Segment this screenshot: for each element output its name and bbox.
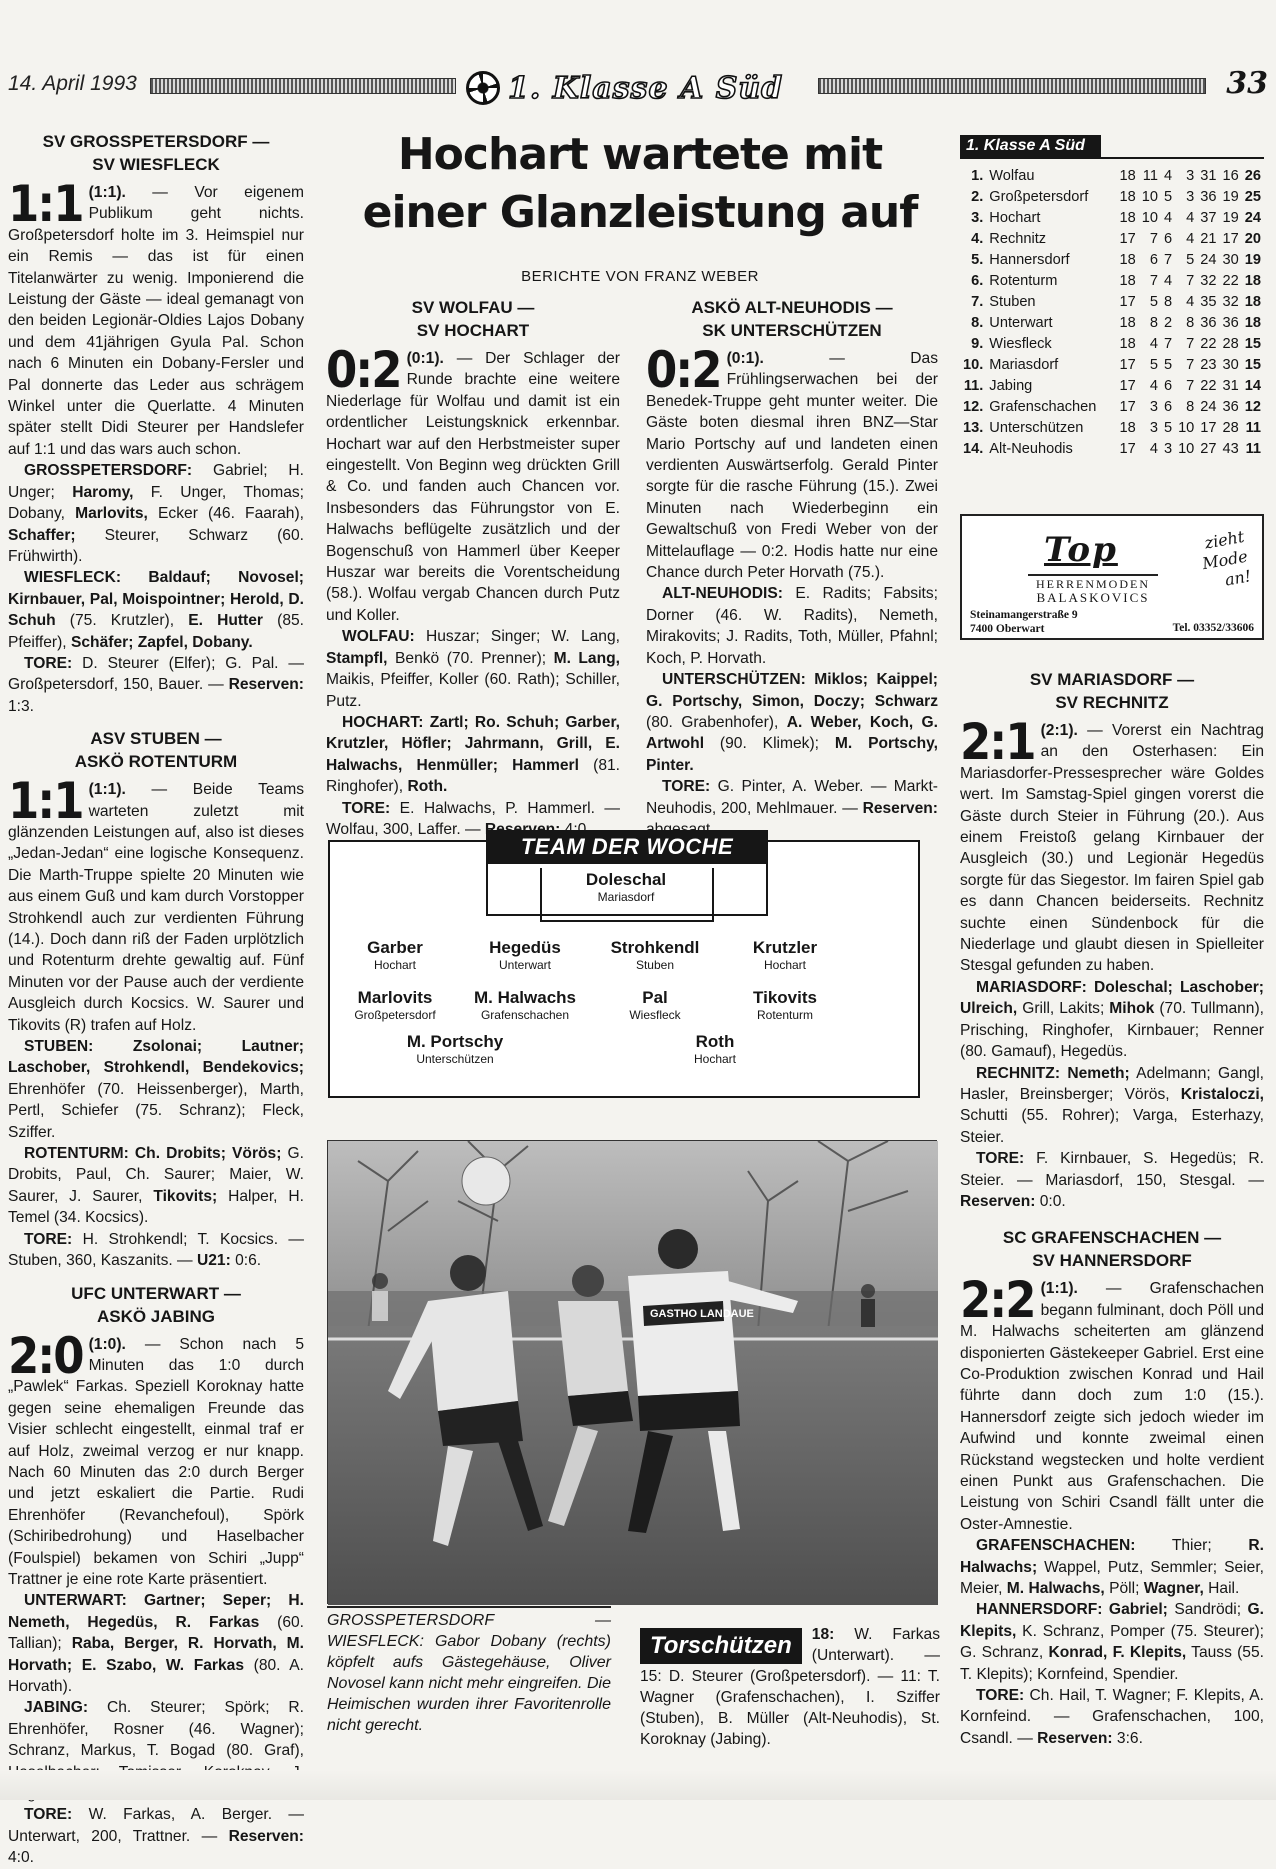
player-name: Krutzler (752, 938, 818, 957)
standings-points: 18 (1244, 272, 1261, 289)
player-club: Hochart (373, 958, 417, 972)
standings-team: Hannersdorf (989, 251, 1070, 268)
league-table (960, 135, 1264, 459)
player-name: Roth (695, 1032, 735, 1051)
match-title: UFC UNTERWART — ASKÖ JABING (71, 1283, 241, 1326)
standings-played: 18 (1119, 188, 1136, 205)
standings-drawn: 6 (1163, 398, 1173, 415)
team-of-week-player (370, 1032, 540, 1067)
ad-line-1: HERRENMODEN (1028, 574, 1158, 592)
football-photo-illustration (328, 1141, 938, 1605)
standings-won: 4 (1149, 377, 1158, 394)
standings-team: Grafenschachen (989, 398, 1097, 415)
standings-points: 11 (1245, 440, 1261, 457)
standings-row (960, 207, 1264, 228)
standings-position: 14. (963, 440, 984, 457)
standings-position: 7. (971, 293, 984, 310)
column-4 (960, 668, 1264, 1749)
player-club: Rotenturm (756, 1008, 814, 1022)
standings-goals-for: 32 (1200, 272, 1217, 289)
standings-won: 4 (1149, 335, 1158, 352)
column-3 (646, 296, 938, 840)
top-scorers-list: W. Farkas (Unterwart). — 15: D. Steurer (Großpetersdorf). — 11: T. Wagner (Grafenschachen), I. Sziffer (Stuben), B. Müller (Alt-Neuhodis), St. Koroknay (Jabing). (640, 1626, 940, 1748)
standings-played: 17 (1119, 440, 1136, 457)
standings-row (960, 417, 1264, 438)
standings-points: 25 (1244, 188, 1261, 205)
standings-played: 18 (1119, 419, 1136, 436)
football-icon (466, 71, 500, 105)
standings-played: 17 (1119, 377, 1136, 394)
match-title: SV MARIASDORF — SV RECHNITZ (1029, 670, 1195, 712)
player-club: Wiesfleck (629, 1008, 681, 1022)
match-report: 2:1 (2:1). — Vorerst ein Nachtrag an den Osterhasen: Ein Mariasdorfer-Pressesprecher wäre Goldes wert. Im Samstag-Spiel gingen vorerst die Gäste durch Steier in Führung (20.). Aus einem Freistoß gelang Kirnbauer der Ausgleich (30.) und Legionär Hegedüs sorgte für das Siegestor. Im fairen Spiel gab es dann Chancen beiderseits. Rechnitz suchte einen Sündenbock für die Niederlage und glaubt diesen in Spielleiter Stesgal gefunden zu haben. (960, 713, 1264, 975)
standings-goals-for: 22 (1200, 335, 1217, 352)
ad-slogan: zieht Mode an! (1200, 526, 1253, 590)
standings-team: Jabing (989, 377, 1033, 394)
standings-row (960, 354, 1264, 375)
section-title: 1. Klasse A Süd (508, 70, 784, 106)
team-of-week-title: TEAM DER WOCHE (486, 830, 768, 864)
jersey-text: GASTHO LANDAUE (650, 1308, 754, 1320)
team-of-week-player (541, 870, 711, 905)
standings-won: 4 (1149, 440, 1158, 457)
section-banner (466, 68, 812, 108)
standings-team: Alt-Neuhodis (989, 440, 1073, 457)
standings-goals-against: 43 (1222, 440, 1239, 457)
standings-lost: 8 (1186, 398, 1195, 415)
standings-goals-against: 16 (1222, 167, 1239, 184)
standings-goals-against: 36 (1222, 314, 1239, 331)
match-score: 2:2 (960, 1271, 1035, 1330)
standings-team: Hochart (989, 209, 1041, 226)
standings-played: 18 (1119, 209, 1136, 226)
issue-date: 14. April 1993 (8, 72, 137, 95)
top-scorers-title: Torschützen (640, 1628, 802, 1664)
standings-won: 5 (1149, 293, 1158, 310)
standings-position: 11. (963, 377, 984, 394)
standings-played: 17 (1119, 293, 1136, 310)
column-1 (8, 130, 304, 1869)
standings-goals-against: 36 (1222, 398, 1239, 415)
player-name: M. Halwachs (473, 988, 577, 1007)
standings-points: 11 (1245, 419, 1261, 436)
standings-goals-for: 27 (1200, 440, 1217, 457)
match-title: SV WOLFAU — SV HOCHART (411, 298, 535, 340)
match-photo (327, 1140, 937, 1604)
standings-drawn: 7 (1163, 251, 1173, 268)
standings-position: 2. (971, 188, 984, 205)
match-goals: TORE: G. Pinter, A. Weber. — Markt-Neuhodis, 200, Mehlmauer. — Reserven: (646, 778, 938, 817)
match-title: ASKÖ ALT-NEUHODIS — SK UNTERSCHÜTZEN (691, 298, 893, 340)
match-score: 0:2 (326, 341, 401, 399)
advertisement (960, 514, 1264, 640)
standings-lost: 10 (1178, 419, 1195, 436)
byline: BERICHTE VON FRANZ WEBER (521, 268, 759, 285)
lineup-away: RECHNITZ: Nemeth; Adelmann; Gangl, Hasler, Breinsberger; Vörös, Kristaloczi, Schutti (55. Rohrer); Varga, Esterhazy, Steier. (960, 1064, 1264, 1146)
team-of-week-player (700, 988, 870, 1023)
standings-won: 11 (1142, 167, 1158, 184)
match-goals: TORE: W. Farkas, A. Berger. — Unterwart, 200, Trattner. — Reserven: 4:0. (8, 1806, 304, 1867)
lineup-away: HANNERSDORF: Gabriel; Sandrödi; G. Klepits, K. Schranz, Pomper (75. Steurer); G. Schranz, Konrad, F. Klepits, Tauss (55. T. Klepits); Kornfeind, Spendier. (960, 1601, 1265, 1683)
lineup-home: GRAFENSCHACHEN: Thier; R. Halwachs; Wappel, Putz, Semmler; Seier, Meier, M. Halwachs, Pöll; Wagner, Hail. (960, 1537, 1264, 1598)
standings-goals-for: 37 (1200, 209, 1217, 226)
standings-drawn: 3 (1163, 440, 1173, 457)
standings-goals-for: 31 (1200, 167, 1217, 184)
standings-points: 19 (1244, 251, 1261, 268)
standings-goals-for: 22 (1200, 377, 1217, 394)
top-scorers (640, 1624, 940, 1750)
match-report: 1:1 (1:1). — Beide Teams warteten zuletzt mit glänzenden Leistungen auf, also ist dieses „Jedan-Jedan“ eine logische Konsequenz. Die Marth-Truppe spielte 20 Minuten wie aus einem Guß und kam durch Vorstopper Strohkendl auch zur verdienten Führung (14.). Doch dann riß der Faden urplötzlich und Rotenturm drehte gewaltig auf. Fünf Minuten vor der Pause auch der verdiente Ausgleich durch Kocsics. W. Saurer und Tikovits (R) trafen auf Holz. (8, 772, 304, 1034)
lineup-home: STUBEN: Zsolonai; Lautner; Laschober, Strohkendl, Bendekovics; Ehrenhöfer (70. Heissenberger), Marth, Pertl, Schiefer (75. Schranz); Fleck, Sziffer. (8, 1038, 304, 1141)
page-number: 33 (1226, 66, 1268, 101)
standings-points: 15 (1244, 356, 1261, 373)
match-score: 2:1 (960, 713, 1035, 771)
standings-drawn: 8 (1163, 293, 1173, 310)
player-club: Hochart (763, 958, 807, 972)
standings-team: Wiesfleck (989, 335, 1052, 352)
standings-won: 3 (1149, 398, 1158, 415)
standings-row (960, 249, 1264, 270)
match-title: SC GRAFENSCHACHEN — SV HANNERSDORF (1002, 1228, 1222, 1271)
match-goals: TORE: Ch. Hail, T. Wagner; F. Klepits, A. Kornfeind. — Grafenschachen, 100, Csandl. — Reserven: 3:6. (960, 1687, 1264, 1747)
standings-lost: 4 (1186, 209, 1195, 226)
standings-row (960, 312, 1264, 333)
lineup-home: GROSSPETERSDORF: Gabriel; H. Unger; Haromy, F. Unger, Thomas; Dobany, Marlovits, Ecker (46. Faarah), Schaffer; Steurer, Schwarz (60. Frühwirth). (8, 462, 305, 565)
standings-points: 20 (1244, 230, 1261, 247)
standings-position: 4. (971, 230, 984, 247)
match-report: 2:0 (1:0). — Schon nach 5 Minuten das 1:0 durch „Pawlek“ Farkas. Speziell Koroknay hatte gegen seine ehemaligen Freunde das Visier schlecht eingestellt, einmal traf er auf Holz, zweimal verzog er nur knapp. Nach 60 Minuten das 2:0 durch Berger und jetzt eskaliert die Partie. Rudi Ehrenhöfer (Revanchefoul), Spörk (Schiribedrohung) und Haselbacher (Foulspiel) bekamen von Schiri „Jupp“ Trattner je eine rote Karte präsentiert. (8, 1326, 304, 1588)
standings-position: 6. (971, 272, 984, 289)
standings-goals-against: 19 (1222, 209, 1239, 226)
player-club: Hochart (693, 1052, 737, 1066)
standings-goals-against: 28 (1222, 335, 1239, 352)
standings-team: Unterschützen (989, 419, 1084, 436)
ad-phone: Tel. 03352/33606 (1172, 622, 1254, 634)
standings-points: 18 (1244, 314, 1261, 331)
player-club: Unterwart (498, 958, 551, 972)
ad-line-2: BALASKOVICS (1036, 590, 1150, 605)
team-of-week-player (630, 1032, 800, 1067)
match-report: 1:1 (1:1). — Vor eigenem Publikum geht nichts. Großpetersdorf holte im 3. Heimspiel nur ein Remis — das ist für einen Titelanwärter zu wenig. Imponierend die Leistung der Gäste — ideal gemanagt von den beiden Legionär-Oldies Lajos Dobany und dem 41jährigen Gyula Pal. Schon nach 6 Minuten ein Dobany-Fersler und Pal donnerte das Leder aus schrägem Winkel unter die Querlatte. 4 Minuten später stellt Didi Steurer per Handslefer auf 1:1 und das wars auch schon. (8, 175, 304, 458)
standings-drawn: 2 (1163, 314, 1173, 331)
standings-row (960, 375, 1264, 396)
lineup-home: ALT-NEUHODIS: E. Radits; Fabsits; Dorner (46. W. Radits), Nemeth, Mirakovits; J. Radits, Toth, Müller, Pfahnl; Koch, P. Horvath. (646, 585, 938, 667)
player-name: Marlovits (357, 988, 433, 1007)
standings-row (960, 186, 1264, 207)
standings-played: 17 (1119, 230, 1136, 247)
standings-drawn: 6 (1163, 230, 1173, 247)
page-bottom-edge (0, 1770, 1276, 1800)
match-report: 0:2 (0:1). — Der Schlager der Runde brachte eine weitere Niederlage für Wolfau und damit ist ein ordentlicher Leistungsknick erkennbar. Hochart war auf den Herbstmeister super eingestellt. Von Beginn weg drückten Grill & Co. und fanden auch Chancen vor. Insbesonders das Führungstor von E. Halwachs beflügelte zusätzlich und der Bogenschuß von Hammerl über Keeper Huszar war bereits die Vorentscheidung (58.). Wolfau vergab Chancen durch Putz und Koller. (326, 341, 620, 624)
standings-won: 5 (1149, 356, 1158, 373)
standings-played: 17 (1119, 356, 1136, 373)
standings-table (960, 165, 1264, 459)
standings-goals-for: 36 (1200, 188, 1217, 205)
player-club: Stuben (635, 958, 675, 972)
standings-drawn: 5 (1163, 188, 1173, 205)
standings-won: 7 (1149, 230, 1158, 247)
match-score: 1:1 (8, 175, 83, 233)
standings-played: 18 (1119, 251, 1136, 268)
ad-logo: Top (1044, 530, 1118, 570)
standings-lost: 4 (1186, 293, 1195, 310)
standings-lost: 3 (1186, 188, 1195, 205)
match-score: 1:1 (8, 772, 83, 831)
standings-row (960, 291, 1264, 312)
player-name: Garber (367, 938, 423, 957)
match-score: 2:0 (8, 1326, 83, 1385)
standings-drawn: 4 (1163, 167, 1173, 184)
standings-played: 18 (1119, 167, 1136, 184)
standings-position: 8. (971, 314, 984, 331)
lineup-away: UNTERSCHÜTZEN: Miklos; Kaippel; G. Portschy, Simon, Doczy; Schwarz (80. Grabenhofer), A. Weber, Koch, G. Artwohl (90. Klimek); M. Portschy, Pinter. (646, 671, 939, 774)
standings-row (960, 270, 1264, 291)
team-of-week-player (700, 938, 870, 973)
player-club: Großpetersdorf (354, 1008, 436, 1022)
player-club: Grafenschachen (480, 1008, 570, 1022)
standings-points: 14 (1244, 377, 1261, 394)
match-score: 0:2 (646, 341, 721, 399)
headline-line-2: einer Glanzleistung auf (362, 187, 918, 238)
standings-played: 18 (1119, 314, 1136, 331)
standings-points: 24 (1244, 209, 1261, 226)
standings-won: 7 (1149, 272, 1158, 289)
lineup-away: ROTENTURM: Ch. Drobits; Vörös; G. Drobits, Paul, Ch. Saurer; Maier, W. Saurer, J. Saurer, Tikovits; Halper, H. Temel (34. Kocsics). (8, 1145, 304, 1227)
standings-won: 8 (1149, 314, 1158, 331)
player-name: Pal (642, 988, 668, 1007)
standings-goals-against: 17 (1222, 230, 1239, 247)
standings-row (960, 165, 1264, 186)
standings-lost: 4 (1186, 230, 1195, 247)
standings-team: Großpetersdorf (989, 188, 1089, 205)
standings-goals-against: 28 (1222, 419, 1239, 436)
match-report: 2:2 (1:1). — Grafenschachen begann fulminant, doch Pöll und M. Halwachs scheiterten am glänzend disponierten Gästekeeper Gabriel. Erst eine Co-Produktion zwischen Konrad und Hail führte dann doch zum 1:0 (15.). Hannersdorf zeigte sich jedoch wieder im Aufwind und konnte zweimal einen Rückstand wegstecken und holte verdient einen Punkt aus Grafenschachen. Die Leistung von Schiri Csandl fällt unter die Oster-Amnestie. (960, 1271, 1264, 1533)
standings-goals-against: 31 (1222, 377, 1239, 394)
match-goals: TORE: H. Strohkendl; T. Kocsics. — Stuben, 360, Kaszanits. — U21: 0:6. (8, 1230, 304, 1270)
standings-played: 17 (1119, 398, 1136, 415)
standings-lost: 7 (1186, 335, 1195, 352)
photo-caption: GROSSPETERSDORF — WIESFLECK: Gabor Dobany (rechts) köpfelt aufs Gästegehäuse, Oliver Novosel kann nicht mehr eingreifen. Die Heimischen wurden ihrer Favoritenrolle nicht gerecht. (327, 1606, 611, 1736)
standings-goals-against: 30 (1222, 251, 1239, 268)
standings-lost: 7 (1186, 356, 1195, 373)
standings-lost: 8 (1186, 314, 1195, 331)
lineup-home: UNTERWART: Gartner; Seper; H. Nemeth, Hegedüs, R. Farkas (60. Tallian); Raba, Berger, R. Horvath, M. Horvath; E. Szabo, W. Farkas (80. A. Horvath). (8, 1592, 305, 1695)
match-report: 0:2 (0:1). — Das Frühlingserwachen bei der Benedek-Truppe geht munter weiter. Die Gäste boten diesmal ihren BNZ—Star Mario Portschy auf und landeten einen verdienten Auswärtserfolg. Gerald Pinter sorgte für die rasche Führung (15.). Zwei Minuten nach Wiederbeginn ein Gewaltschuß von Fredi Weber von der Mittelauflage — 0:2. Hodis hatte nur eine Chance durch Peter Horvath (75.). (646, 341, 938, 582)
top-scorers-lead: 18: (811, 1626, 835, 1643)
standings-row (960, 228, 1264, 249)
standings-position: 1. (971, 167, 984, 184)
standings-won: 10 (1141, 209, 1158, 226)
standings-position: 13. (963, 419, 984, 436)
ad-address: Steinamangerstraße 9 7400 Oberwart (970, 609, 1078, 635)
standings-goals-for: 17 (1200, 419, 1217, 436)
player-name: Tikovits (753, 988, 817, 1007)
column-2 (326, 296, 620, 840)
standings-lost: 7 (1186, 272, 1195, 289)
standings-goals-against: 19 (1222, 188, 1239, 205)
standings-position: 12. (963, 398, 984, 415)
standings-goals-for: 23 (1200, 356, 1217, 373)
standings-team: Rotenturm (989, 272, 1058, 289)
lineup-away: HOCHART: Zartl; Ro. Schuh; Garber, Krutzler, Höfler; Jahrmann, Grill, E. Halwachs, Henmüller; Hammerl (81. Ringhofer), Roth. (326, 713, 620, 796)
main-headline (330, 126, 950, 242)
standings-won: 10 (1141, 188, 1158, 205)
match-title: SV GROSSPETERSDORF — SV WIESFLECK (42, 132, 270, 174)
standings-lost: 3 (1186, 167, 1195, 184)
lineup-away: WIESFLECK: Baldauf; Novosel; Kirnbauer, Pal, Moispointner; Herold, D. Schuh (75. Krutzler), E. Hutter (85. Pfeiffer), Schäfer; Zapfel, Dobany. (8, 569, 305, 651)
header-rule-left (150, 78, 456, 94)
standings-points: 15 (1244, 335, 1261, 352)
team-of-the-week (328, 834, 920, 1098)
player-name: Doleschal (585, 870, 667, 889)
standings-points: 12 (1244, 398, 1261, 415)
header-rule-right (818, 78, 1206, 94)
match-goals: TORE: F. Kirnbauer, S. Hegedüs; R. Steier. — Mariasdorf, 150, Stesgal. — Reserven: 0:0. (960, 1150, 1264, 1210)
standings-goals-for: 21 (1200, 230, 1217, 247)
player-club: Mariasdorf (597, 890, 655, 904)
standings-goals-for: 36 (1200, 314, 1217, 331)
standings-goals-for: 24 (1200, 398, 1217, 415)
player-name: M. Portschy (406, 1032, 504, 1051)
standings-row (960, 396, 1264, 417)
league-table-title: 1. Klasse A Süd (960, 135, 1101, 157)
standings-played: 18 (1119, 335, 1136, 352)
match-goals: TORE: E. Halwachs, P. Hammerl. — Wolfau, 300, Laffer. — (326, 799, 620, 838)
standings-position: 5. (971, 251, 984, 268)
standings-position: 3. (971, 209, 984, 226)
standings-drawn: 5 (1163, 419, 1173, 436)
lineup-home: WOLFAU: Huszar; Singer; W. Lang, Stampfl, Benkö (70. Prenner); M. Lang, Maikis, Pfeiffer, Koller (60. Rath); Schiller, Putz. (326, 628, 620, 710)
standings-drawn: 7 (1163, 335, 1173, 352)
lineup-home: MARIASDORF: Doleschal; Laschober; Ulreich, Grill, Lakits; Mihok (70. Tullmann), Prisching, Ringhofer, Kirnbauer; Renner (80. Gamauf), Hegedüs. (960, 978, 1264, 1061)
player-name: Strohkendl (610, 938, 700, 957)
standings-points: 26 (1244, 167, 1261, 184)
standings-team: Mariasdorf (989, 356, 1059, 373)
standings-played: 18 (1119, 272, 1136, 289)
standings-lost: 5 (1186, 251, 1195, 268)
standings-goals-against: 32 (1222, 293, 1239, 310)
standings-team: Stuben (989, 293, 1036, 310)
standings-position: 9. (971, 335, 984, 352)
standings-row (960, 333, 1264, 354)
match-title: ASV STUBEN — ASKÖ ROTENTURM (74, 729, 238, 772)
standings-drawn: 4 (1163, 209, 1173, 226)
standings-drawn: 6 (1163, 377, 1173, 394)
standings-row (960, 438, 1264, 459)
standings-points: 18 (1244, 293, 1261, 310)
standings-team: Rechnitz (989, 230, 1047, 247)
standings-lost: 10 (1178, 440, 1195, 457)
standings-position: 10. (963, 356, 984, 373)
standings-won: 6 (1149, 251, 1158, 268)
player-name: Hegedüs (489, 938, 561, 957)
standings-goals-for: 35 (1200, 293, 1217, 310)
standings-team: Unterwart (989, 314, 1053, 331)
match-goals: TORE: D. Steurer (Elfer); G. Pal. — Großpetersdorf, 150, Bauer. — Reserven: 1:3. (8, 654, 304, 715)
standings-lost: 7 (1186, 377, 1195, 394)
standings-goals-against: 30 (1222, 356, 1239, 373)
standings-drawn: 4 (1163, 272, 1173, 289)
standings-drawn: 5 (1163, 356, 1173, 373)
player-club: Unterschützen (416, 1052, 494, 1066)
standings-goals-for: 24 (1200, 251, 1217, 268)
headline-line-1: Hochart wartete mit (397, 129, 883, 180)
standings-won: 3 (1149, 419, 1158, 436)
lineup-away: JABING: Ch. Steurer; Spörk; R. Ehrenhöfer, Rosner (46. Wagner); Schranz, Markus, T. Bogad (80. Graf), (8, 1699, 304, 1760)
standings-team: Wolfau (989, 167, 1035, 184)
standings-goals-against: 22 (1222, 272, 1239, 289)
